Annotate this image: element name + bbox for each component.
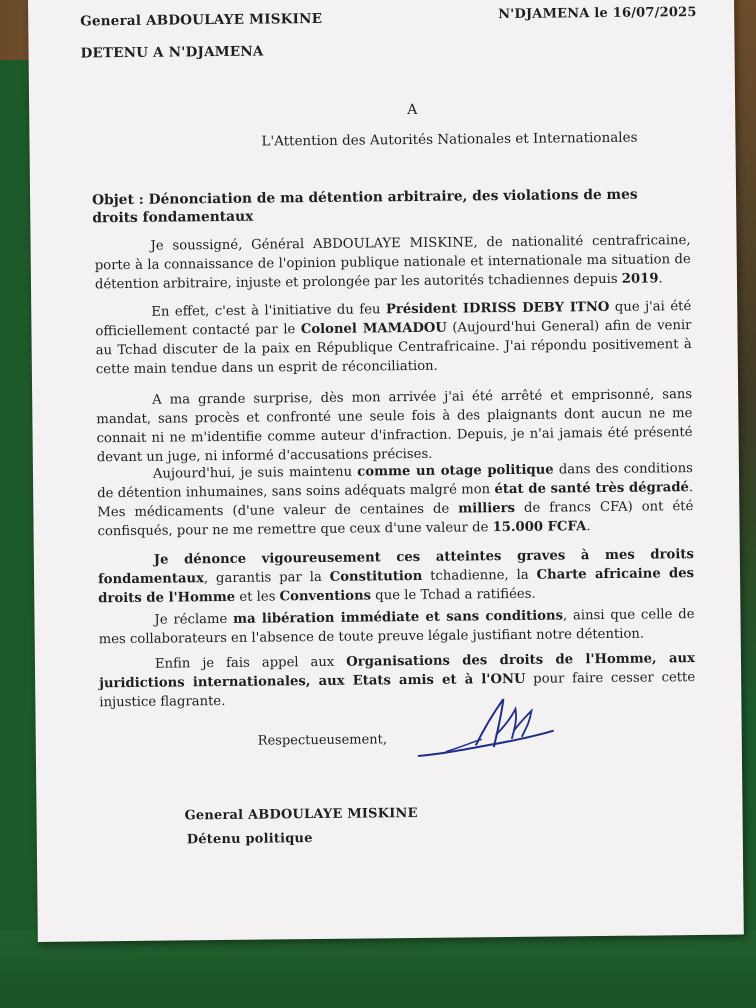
letter-page [28,0,744,942]
subject-line: Objet : Dénonciation de ma détention arbitraire, des violations de mes droits fondamentaux [92,186,638,227]
paragraph-5: Je dénonce vigoureusement ces atteintes graves à mes droits fondamentaux, garantis par la Constitution tchadienne, la Charte africaine des droits de l'Homme et les Conventions que le Tchad a ratifiées. [97,547,695,607]
paragraph-3: A ma grande surprise, dès mon arrivée j'ai été arrêté et emprisonné, sans mandat, sans procès et confronté une seule fois à des plaignants dont aucun ne me connait ni ne m'identifie comme auteur d'infraction. Depuis, je n'ai jamais été présenté devant un juge, ni informé d'accusations précises. [96,387,693,466]
signature-title: Détenu politique [186,831,313,848]
header-place-date: N'DJAMENA le 16/07/2025 [498,5,697,23]
header-status: DETENU A N'DJAMENA [80,43,264,62]
signature-name: General ABDOULAYE MISKINE [184,805,418,824]
recipient-a: A [407,101,418,119]
background-green-surface [0,930,756,1008]
paragraph-2: En effet, c'est à l'initiative du feu Président IDRISS DEBY ITNO que j'ai été officiellement contacté par le Colonel MAMADOU (Aujourd'hui General) afin de venir au Tchad discuter de la paix en République Centrafricaine. J'ai répondu positivement à cette main tendue dans un esprit de réconciliation. [95,299,692,378]
handwritten-signature [415,695,556,776]
paragraph-7: Enfin je fais appel aux Organisations des droits de l'Homme, aux juridictions internationales, aux Etats amis et à l'ONU pour faire cesser cette injustice flagrante. [99,651,696,711]
paragraph-4: Aujourd'hui, je suis maintenu comme un otage politique dans des conditions de détention inhumaines, sans soins adéquats malgré mon état de santé très dégradé. Mes médicaments (d'une valeur de centaines de milliers de francs CFA) ont été confisqués, pour ne me remettre que ceux d'une valeur de 15.000 FCFA. [97,461,694,540]
recipient-line: L'Attention des Autorités Nationales et Internationales [261,129,638,150]
paragraph-1: Je soussigné, Général ABDOULAYE MISKINE, de nationalité centrafricaine, porte à la connaissance de l'opinion publique nationale et internationale ma situation de détention arbitraire, injuste et prolongée par les autorités tchadiennes depuis 2019. [94,233,691,293]
paragraph-6: Je réclame ma libération immédiate et sans conditions, ainsi que celle de mes collaborateurs en l'absence de toute preuve légale justifiant notre détention. [98,607,695,648]
header-author: General ABDOULAYE MISKINE [80,10,323,30]
closing-line: Respectueusement, [257,732,388,749]
